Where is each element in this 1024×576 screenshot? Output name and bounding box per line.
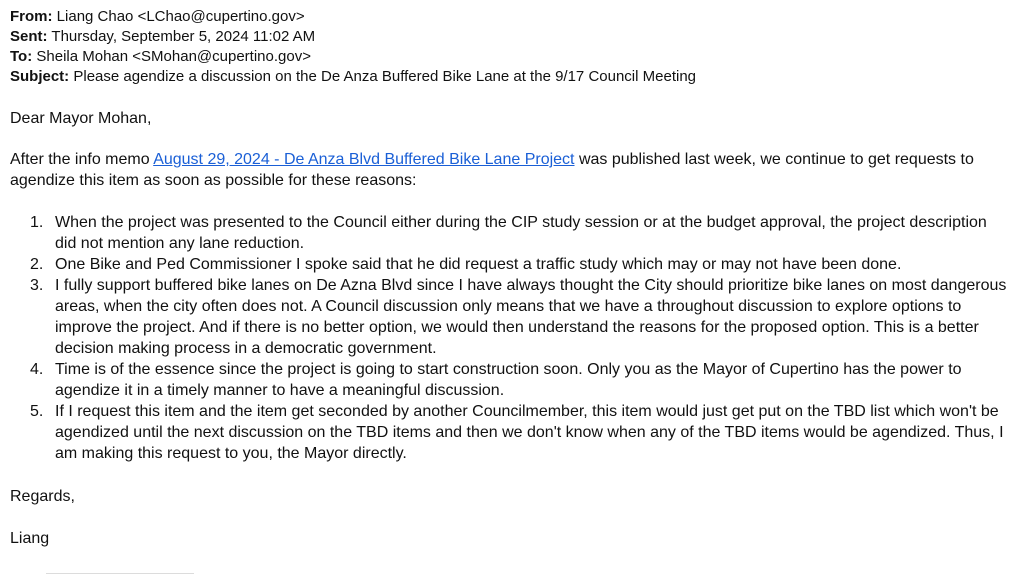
from-line	[10, 7, 1010, 27]
list-item-number: 1.	[30, 214, 44, 231]
list-item	[10, 212, 1010, 254]
list-item-text: Time is of the essence since the project is going to start construction soon. Only you as the Mayor of Cupertino has the power to agendize it in a timely manner to have a meaningful discussion.	[55, 361, 962, 399]
to-value: Sheila Mohan <SMohan@cupertino.gov>	[36, 48, 311, 65]
list-item-text: If I request this item and the item get seconded by another Councilmember, this item would just get put on the TBD list which won't be agendized until the next discussion on the TBD items and then we don't know when any of the TBD items would be agendized. Thus, I am making this request to you, the Mayor directly.	[55, 403, 1004, 462]
reasons-list	[10, 212, 1010, 464]
list-item-number: 3.	[30, 277, 44, 294]
list-item	[10, 254, 1010, 275]
subject-label: Subject:	[10, 68, 70, 85]
subject-line	[10, 67, 1010, 87]
from-label: From:	[10, 8, 53, 25]
signature: Liang	[10, 530, 50, 547]
sent-label: Sent:	[10, 28, 48, 45]
subject-value: Please agendize a discussion on the De Anza Buffered Bike Lane at the 9/17 Council Meeting	[73, 68, 696, 85]
closing: Regards,	[10, 488, 75, 505]
list-item-text: I fully support buffered bike lanes on De Azna Blvd since I have always thought the City should prioritize bike lanes on most dangerous areas, when the city often does not. A Council discussion only means that we have a throughout discussion to explore options to improve the project. And if there is no better option, we would then understand the reasons for the proposed option. This is a better decision making process in a democratic government.	[55, 277, 1007, 357]
email-message	[10, 7, 1010, 549]
list-item-text: One Bike and Ped Commissioner I spoke said that he did request a traffic study which may or may not have been done.	[55, 256, 902, 273]
to-label: To:	[10, 48, 33, 65]
list-item-number: 2.	[30, 256, 44, 273]
list-item-number: 5.	[30, 403, 44, 420]
list-item-number: 4.	[30, 361, 44, 378]
sent-line	[10, 27, 1010, 47]
list-item	[10, 401, 1010, 464]
to-line	[10, 47, 1010, 67]
sent-value: Thursday, September 5, 2024 11:02 AM	[51, 28, 316, 45]
signature-divider	[46, 573, 194, 574]
info-memo-link[interactable]: August 29, 2024 - De Anza Blvd Buffered Bike Lane Project	[153, 151, 575, 168]
greeting: Dear Mayor Mohan,	[10, 110, 152, 127]
intro-text-after: was published last week, we continue to get requests to agendize this item as soon as possible for these reasons:	[10, 151, 974, 189]
intro-paragraph	[10, 149, 1010, 191]
list-item-text: When the project was presented to the Council either during the CIP study session or at the budget approval, the project description did not mention any lane reduction.	[55, 214, 987, 252]
intro-text-before: After the info memo	[10, 151, 154, 168]
list-item	[10, 359, 1010, 401]
list-item	[10, 275, 1010, 359]
from-value: Liang Chao <LChao@cupertino.gov>	[56, 8, 305, 25]
